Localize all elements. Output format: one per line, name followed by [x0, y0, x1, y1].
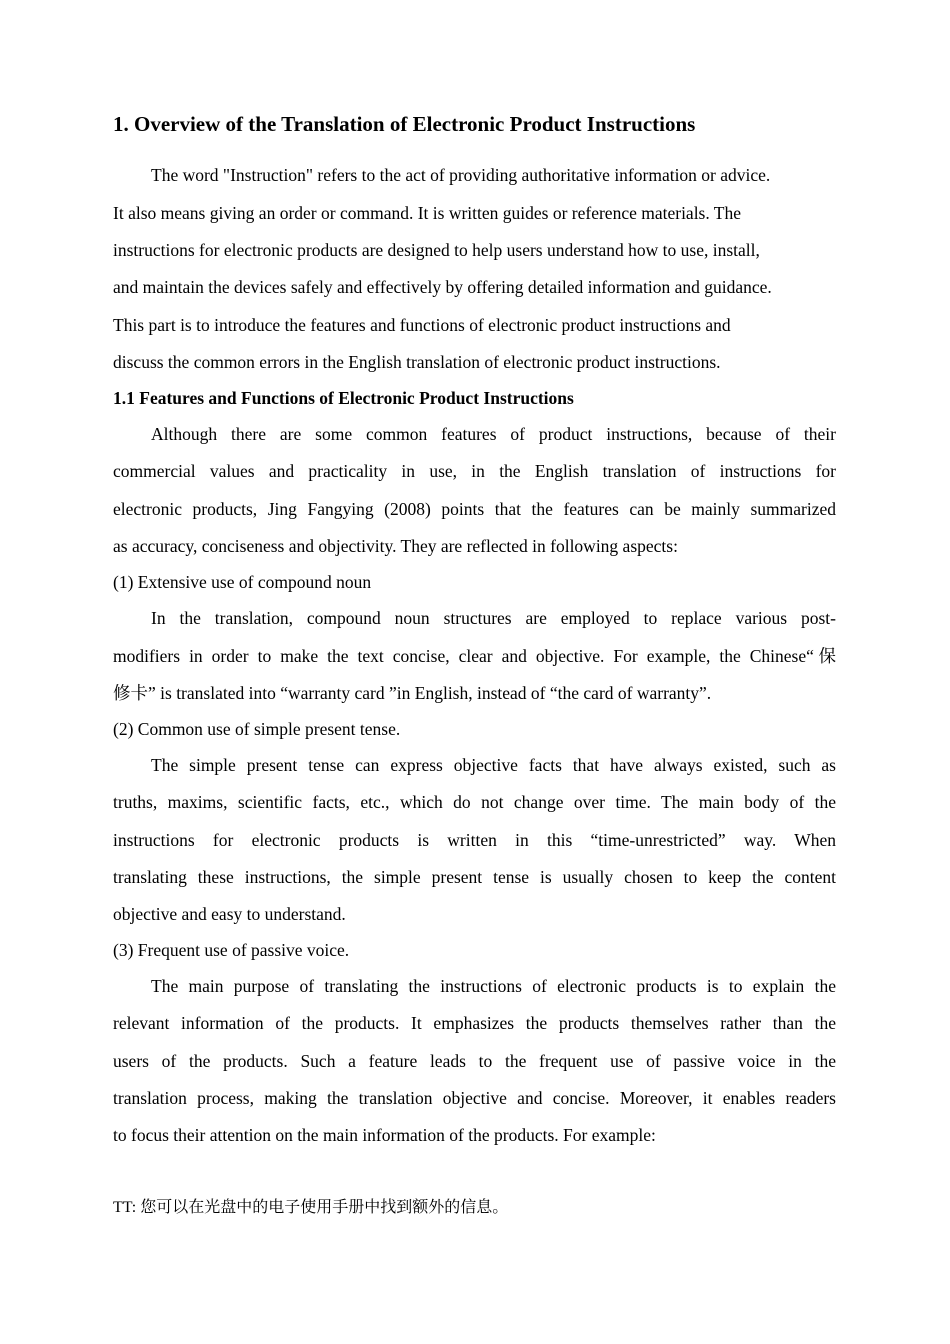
paragraph-line: instructions for electronic products is written in this “time-unrestricted” way. When — [113, 830, 836, 850]
paragraph-line: The simple present tense can express objective facts that have always existed, such as — [151, 755, 836, 775]
paragraph-line: The main purpose of translating the instructions of electronic products is to explain the — [151, 976, 836, 996]
paragraph-line: commercial values and practicality in use, in the English translation of instructions for — [113, 461, 836, 481]
paragraph-line: In the translation, compound noun structures are employed to replace various post- — [151, 608, 836, 628]
list-item-title: (3) Frequent use of passive voice. — [113, 940, 350, 960]
subsection-heading: 1.1 Features and Functions of Electronic Product Instructions — [113, 388, 574, 408]
paragraph-line: instructions for electronic products are designed to help users understand how to use, install, — [113, 240, 760, 260]
paragraph-line: translation process, making the translation objective and concise. Moreover, it enables readers — [113, 1088, 836, 1108]
paragraph-line: translating these instructions, the simple present tense is usually chosen to keep the content — [113, 867, 836, 887]
paragraph-line: This part is to introduce the features and functions of electronic product instructions and — [113, 315, 731, 335]
example-target-text: TT: 您可以在光盘中的电子使用手册中找到额外的信息。 — [113, 1199, 509, 1216]
paragraph-line: 修卡” is translated into “warranty card ”in English, instead of “the card of warranty”. — [113, 683, 712, 703]
paragraph-line: Although there are some common features of product instructions, because of their — [151, 424, 836, 444]
paragraph-line: truths, maxims, scientific facts, etc., which do not change over time. The main body of the — [113, 792, 836, 812]
paragraph-line: The word "Instruction" refers to the act of providing authoritative information or advice. — [151, 165, 771, 185]
paragraph-line: modifiers in order to make the text concise, clear and objective. For example, the Chinese“保 — [113, 646, 836, 666]
paragraph-line: objective and easy to understand. — [113, 904, 346, 924]
paragraph-line: discuss the common errors in the English translation of electronic product instructions. — [113, 352, 721, 372]
paragraph-line: and maintain the devices safely and effectively by offering detailed information and guidance. — [113, 277, 772, 297]
paragraph-line: to focus their attention on the main information of the products. For example: — [113, 1125, 656, 1145]
paragraph-line: users of the products. Such a feature leads to the frequent use of passive voice in the — [113, 1051, 836, 1071]
paragraph-line: It also means giving an order or command. It is written guides or reference materials. The — [113, 203, 742, 223]
paragraph-line: relevant information of the products. It emphasizes the products themselves rather than the — [113, 1013, 836, 1033]
list-item-title: (2) Common use of simple present tense. — [113, 719, 401, 739]
section-heading: 1. Overview of the Translation of Electronic Product Instructions — [113, 112, 696, 136]
list-item-title: (1) Extensive use of compound noun — [113, 572, 372, 592]
paragraph-line: as accuracy, conciseness and objectivity. They are reflected in following aspects: — [113, 536, 678, 556]
paragraph-line: electronic products, Jing Fangying (2008) points that the features can be mainly summarized — [113, 499, 836, 519]
